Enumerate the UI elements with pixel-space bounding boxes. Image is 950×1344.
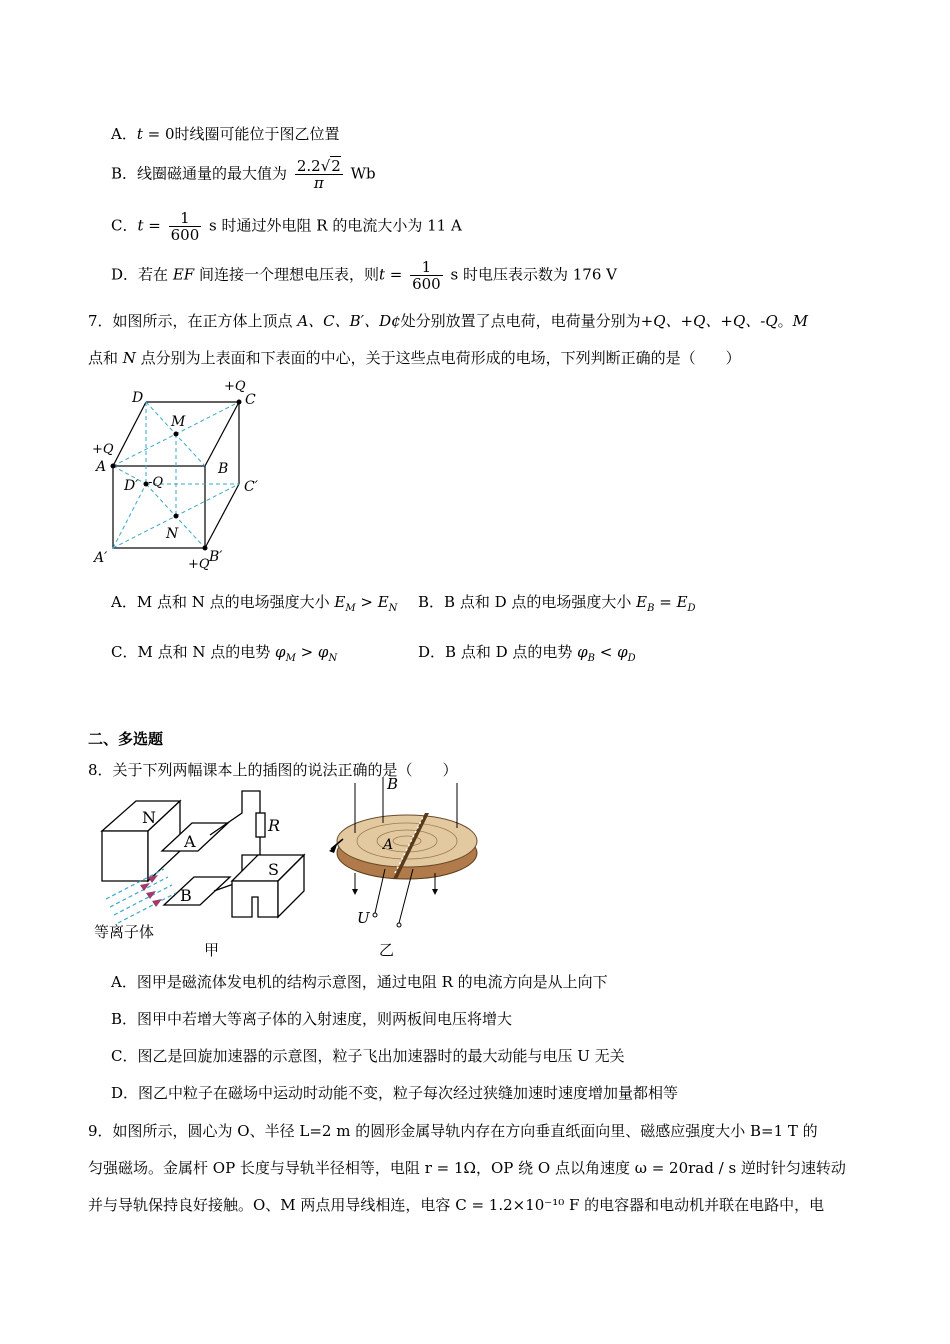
q7-option-b: B．B 点和 D 点的电场强度大小 $E_B = E_D$: [418, 593, 696, 614]
label-charge-d: -Q: [148, 475, 164, 490]
label-charge-b: +Q: [188, 557, 210, 572]
fraction: $\frac{1}{600}$: [412, 258, 441, 293]
arrow-down: [432, 889, 438, 895]
label-c-prime: C′: [244, 479, 258, 495]
label-a-prime: A′: [94, 550, 108, 566]
fraction: $\frac{2.2√2}{\pi}$: [296, 157, 341, 192]
point-b-prime: [203, 546, 208, 551]
label-b-prime: B′: [209, 549, 223, 565]
q7-option-a: A．M 点和 N 点的电场强度大小 $E_M > E_N$: [111, 593, 398, 614]
plate-b: [164, 877, 230, 905]
q6-option-a: A．t = 0时线圈可能位于图乙位置: [111, 125, 340, 143]
label-d: D: [132, 390, 144, 406]
q7-stem-line1: 7．如图所示，在正方体上顶点 A、C、B′、D¢处分别放置了点电荷，电荷量分别为+Q、+Q、+Q、-Q。M: [88, 312, 808, 330]
q7-stem-line2: 点和 N 点分别为上表面和下表面的中心，关于这些点电荷形成的电场，下列判断正确的是（ ）: [88, 349, 741, 367]
label-n: N: [166, 526, 179, 542]
point-c: [237, 400, 242, 405]
cube-edge: [205, 402, 239, 466]
figure-yi: [325, 773, 485, 963]
label-c: C: [245, 392, 256, 408]
magnet-n-front: [102, 831, 148, 881]
q9-stem-line3: 并与导轨保持良好接触。O、M 两点用导线相连，电容 C = 1.2×10⁻¹⁰ F 的电容器和电动机并联在电路中，电: [88, 1196, 825, 1214]
label-u: U: [357, 909, 370, 927]
q9-stem-line2: 匀强磁场。金属杆 OP 长度与导轨半径相等，电阻 r = 1Ω，OP 绕 O 点以角速度 ω = 20rad / s 逆时针匀速转动: [88, 1159, 846, 1177]
q6-option-c: C．t = $\frac{1}{600}$ s 时通过外电阻 R 的电流大小为 11 A: [111, 209, 462, 244]
q8-stem: 8．关于下列两幅课本上的插图的说法正确的是（ ）: [88, 761, 458, 779]
label-d-prime: D′: [124, 478, 139, 494]
label-r: R: [268, 816, 281, 835]
q6-option-b: B．线圈磁通量的最大值为 $\frac{2.2√2}{\pi}$ Wb: [111, 157, 376, 192]
fraction: $\frac{1}{600}$: [170, 209, 200, 244]
label-charge-a: +Q: [92, 442, 114, 457]
point-n: [174, 514, 179, 519]
label-n: N: [142, 808, 156, 827]
q8-option-a: A．图甲是磁流体发电机的结构示意图，通过电阻 R 的电流方向是从上向下: [111, 973, 608, 991]
resistor: [256, 813, 265, 837]
figure-jia: [92, 773, 322, 963]
q8-option-b: B．图甲中若增大等离子体的入射速度，则两板间电压将增大: [111, 1010, 513, 1028]
label-plasma: 等离子体: [94, 923, 155, 941]
label-b: B: [180, 886, 192, 905]
cube-edge: [205, 484, 239, 548]
caption-yi: 乙: [379, 941, 395, 959]
cube-figure: [88, 376, 278, 576]
cube-edge: [113, 402, 146, 466]
label-b-field: B: [387, 775, 399, 793]
magnet-s-front: [232, 881, 278, 917]
q8-option-d: D．图乙中粒子在磁场中运动时动能不变，粒子每次经过狭缝加速时速度增加量都相等: [111, 1084, 679, 1102]
label-charge-c: +Q: [224, 379, 246, 394]
q6-option-d: D．若在 EF 间连接一个理想电压表，则t = $\frac{1}{600}$ s 时电压表示数为 176 V: [111, 258, 617, 293]
label-b: B: [218, 461, 229, 477]
label-s: S: [268, 860, 279, 879]
caption-jia: 甲: [204, 941, 220, 959]
label-a-source: A: [383, 837, 394, 853]
q7-option-c: C．M 点和 N 点的电势 $\varphi_M > \varphi_N$: [111, 643, 338, 664]
arrow-down: [352, 889, 358, 895]
q7-option-d: D．B 点和 D 点的电势 $\varphi_B < \varphi_D$: [418, 643, 636, 664]
label-a: A: [96, 459, 107, 475]
section-title: 二、多选题: [88, 730, 164, 748]
point-a: [111, 464, 116, 469]
label-m: M: [171, 414, 186, 430]
label-a: A: [184, 832, 196, 851]
q8-option-c: C．图乙是回旋加速器的示意图，粒子飞出加速器时的最大动能与电压 U 无关: [111, 1047, 625, 1065]
q9-stem-line1: 9．如图所示，圆心为 O、半径 L=2 m 的圆形金属导轨内存在方向垂直纸面向里、磁感应强度大小 B=1 T 的: [88, 1122, 818, 1140]
point-m: [174, 432, 179, 437]
